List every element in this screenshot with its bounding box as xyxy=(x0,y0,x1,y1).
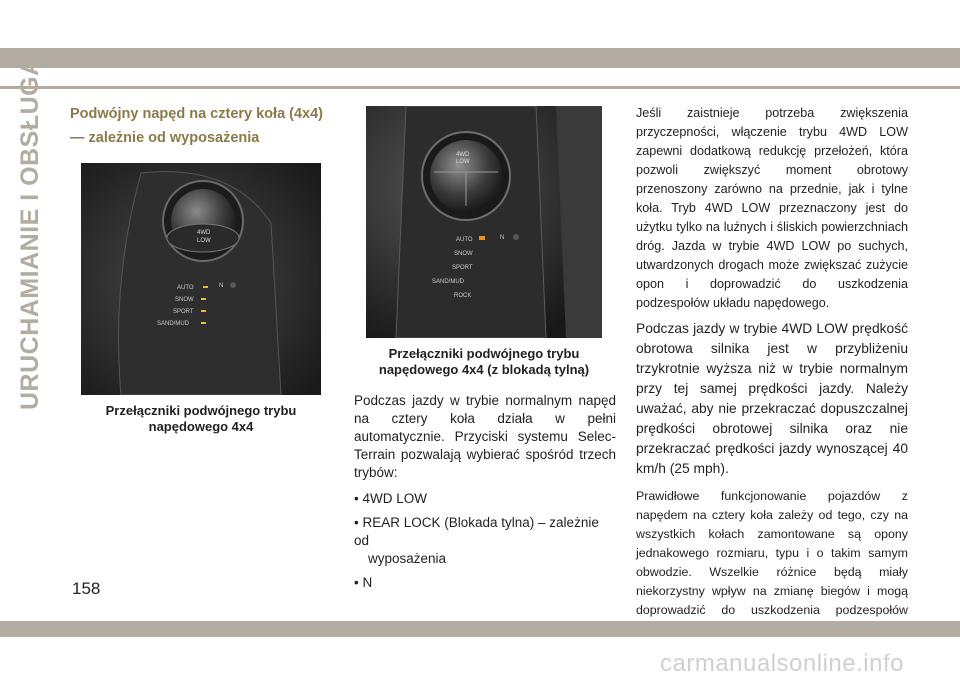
paragraph-tire-warning: Prawidłowe funkcjonowanie pojazdów z napędem na cztery koła zależy od tego, czy na wszystkich kołach zamontowane są opony jednakowego rozmiaru, typu i o takim samym obwodzie. Wszelkie różnice będą miały niekorzystny wpływ na zmianę biegów i mogą doprowadzić do uszkodzenia podzespołów xyxy=(636,489,908,617)
knob-label-low: LOW xyxy=(456,159,470,165)
mode-sport: SPORT xyxy=(452,265,473,271)
figure-4x4-switch-photo xyxy=(81,163,321,395)
header-stripe xyxy=(0,48,960,68)
mode-auto: AUTO xyxy=(177,285,194,291)
bullet-rear-lock-cont: wyposażenia xyxy=(368,551,447,566)
mode-sport: SPORT xyxy=(173,309,194,315)
section-title: Podwójny napęd na cztery koła (4x4) — zależnie od wyposażenia xyxy=(70,106,324,146)
bullet-4wd-low: • 4WD LOW xyxy=(354,491,427,506)
side-tab-label: URUCHAMIANIE I OBSŁUGA xyxy=(16,57,44,410)
mode-snow: SNOW xyxy=(454,251,473,257)
section-side-tab xyxy=(12,57,52,410)
figure-4x4-switch-rear-lock-photo xyxy=(366,106,602,338)
n-label: N xyxy=(500,235,505,241)
figure2-caption: Przełączniki podwójnego trybu napędowego 4x4 (z blokadą tylną) xyxy=(378,346,590,377)
footer-stripe xyxy=(0,621,960,637)
mode-sand-mud: SAND/MUD xyxy=(157,321,190,327)
page-number: 158 xyxy=(72,579,101,598)
knob-label-4wd: 4WD xyxy=(197,230,211,236)
watermark: carmanualsonline.info xyxy=(660,650,904,677)
paragraph-4wd-low-purpose: Jeśli zaistnieje potrzeba zwiększenia przyczepności, włączenie trybu 4WD LOW zapewni dodatkową redukcję przełożeń, która pozwoli zwiększyć moment obrotowy przenoszony zarówno na przednie, jak i tylne koła. Tryb 4WD LOW przeznaczony jest do użytku tylko na luźnych i śliskich powierzchniach dróg. Jazda w trybie 4WD LOW po suchych, utwardzonych drogach może zwiększać zużycie opon i doprowadzić do uszkodzenia podzespołów układu napędowego. xyxy=(636,106,908,310)
bullet-rear-lock-text: • REAR LOCK (Blokada tylna) – zależnie od xyxy=(354,515,599,548)
top-margin xyxy=(0,0,960,48)
knob-label-low: LOW xyxy=(197,238,211,244)
mode-auto: AUTO xyxy=(456,237,473,243)
column-middle xyxy=(354,392,616,598)
paragraph-4wd-low-speed: Podczas jazdy w trybie 4WD LOW prędkość obrotowa silnika jest w przybliżeniu trzykrotnie wyższa niż w trybie normalnym przy tej samej prędkości jazdy. Należy uważać, aby nie przekraczać dopuszczalnej prędkości obrotowej silnika oraz nie przekraczać prędkości jazdy wynoszącej 40 km/h (25 mph). xyxy=(636,321,908,476)
knob-label-4wd: 4WD xyxy=(456,152,470,158)
mode-rock: ROCK xyxy=(454,293,472,299)
intro-paragraph: Podczas jazdy w trybie normalnym napęd na cztery koła działa w pełni automatycznie. Przyciski systemu Selec-Terrain pozwalają wybierać spośród trzech trybów: xyxy=(354,393,616,480)
bullet-n: • N xyxy=(354,575,373,590)
mode-sand-mud: SAND/MUD xyxy=(432,279,465,285)
bullet-rear-lock xyxy=(354,514,616,568)
figure1-caption: Przełączniki podwójnego trybu napędowego 4x4 xyxy=(105,403,297,434)
column-right xyxy=(636,104,908,639)
n-label: N xyxy=(219,283,224,289)
mode-snow: SNOW xyxy=(175,297,194,303)
header-rule xyxy=(0,86,960,89)
